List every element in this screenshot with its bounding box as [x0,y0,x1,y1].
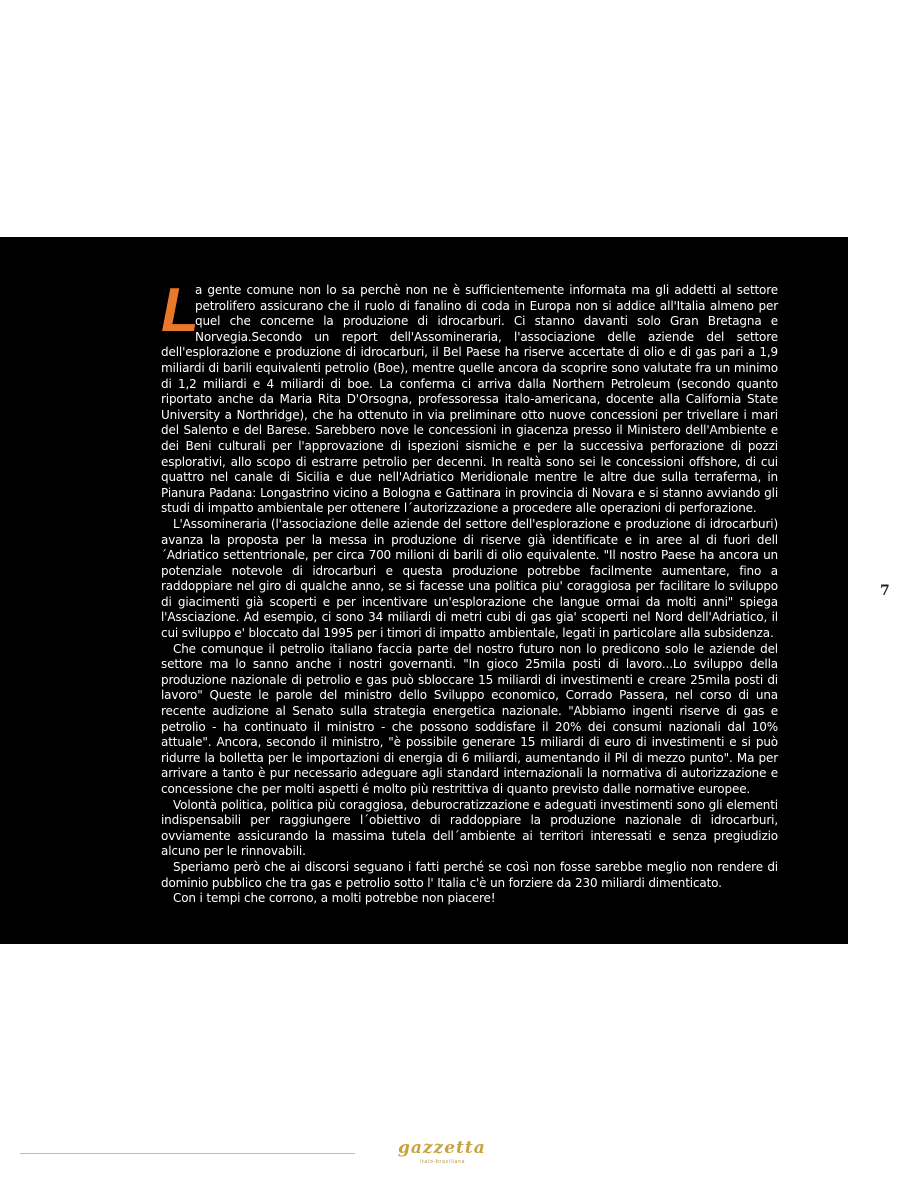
footer-divider [20,1153,355,1154]
paragraph-3: Che comunque il petrolio italiano faccia parte del nostro futuro non lo predicono solo le aziende del settore ma lo sanno anche i nostri governanti. "In gioco 25mila posti di lavoro...Lo sviluppo della produzione nazionale di petrolio e gas può sbloccare 15 miliardi di investimenti e creare 25mila posti di lavoro" Queste le parole del ministro dello Sviluppo economico, Corrado Passera, nel corso di una recente audizione al Senato sulla strategia energetica nazionale. "Abbiamo ingenti riserve di gas e petrolio - ha continuato il ministro - che possono soddisfare il 20% dei consumi nazionali dal 10% attuale". Ancora, secondo il ministro, "è possibile generare 15 miliardi di euro di investimenti e si può ridurre la bolletta per le importazioni di energia di 6 miliardi, aumentando il Pil di mezzo punto". Ma per arrivare a tanto è pur necessario adeguare agli standard internazionali la normativa di autorizzazione e concessione che per molti aspetti é molto più restrittiva di quanto previsto dalle normative europee. [161,641,778,796]
drop-cap: L [161,276,199,345]
logo-subtitle: italo-brasiliana [420,1159,466,1165]
paragraph-2: L'Assomineraria (l'associazione delle aziende del settore dell'esplorazione e produzione di idrocarburi) avanza la proposta per la messa in produzione di riserve già identificate e in aree al di fuori dell´Adriatico settentrionale, per circa 700 milioni di barili di olio equivalente. "Il nostro Paese ha ancora un potenziale notevole di idrocarburi e questa produzione potrebbe facilmente aumentare, fino a raddoppiare nel giro di qualche anno, se si facesse una politica piu' coraggiosa per facilitare lo sviluppo di giacimenti già scoperti e per incentivare un'esplorazione che langue ormai da molti anni" spiega l'Assciazione. Ad esempio, ci sono 34 miliardi di metri cubi di gas gia' scoperti nel Nord dell'Adriatico, il cui sviluppo e' bloccato dal 1995 per i timori di impatto ambientale, legati in particolare alla subsidenza. [161,516,778,641]
paragraph-5: Speriamo però che ai discorsi seguano i fatti perché se così non fosse sarebbe meglio non rendere di dominio pubblico che tra gas e petrolio sotto l' Italia c'è un forziere da 230 miliardi dimenticato. [161,859,778,890]
paragraph-6: Con i tempi che corrono, a molti potrebbe non piacere! [173,891,496,906]
paragraph-4: Volontà politica, politica più coraggiosa, deburocratizzazione e adeguati investimenti sono gli elementi indispensabili per raggiungere l´obiettivo di raddoppiare la produzione nazionale di idrocarburi, ovviamente assicurando la massima tutela dell´ambiente ai territori interessati e senza pregiudizio alcuno per le rinnovabili. [161,797,778,859]
gazzetta-logo [396,1136,516,1168]
page-number: 7 [880,583,890,599]
article-body [161,276,778,907]
paragraph-1 [161,276,778,517]
paragraph-1-text: a gente comune non lo sa perchè non ne è sufficientemente informata ma gli addetti al settore petrolifero assicurano che il ruolo di fanalino di coda in Europa non si addice all'Italia almeno per quel che concerne la produzione di idrocarburi. Ci stanno davanti solo Gran Bretagna e Norvegia.Secondo un report dell'Assomineraria, l'associazione delle aziende del settore dell'esplorazione e produzione di idrocarburi, il Bel Paese ha riserve accertate di olio e di gas pari a 1,9 miliardi di barili equivalenti petrolio (Boe), mentre quelle ancora da scoprire sono valutate fra un minimo di 1,2 miliardi e 4 miliardi di boe. La conferma ci arriva dalla Northern Petroleum (secondo quanto riportato anche da Maria Rita D'Orsogna, professoressa italo-americana, docente alla California State University a Northridge), che ha ottenuto in via preliminare otto nuove concessioni per trivellare i mari del Salento e del Barese. Sarebbero nove le concessioni in giacenza presso il Ministero dell'Ambiente e dei Beni culturali per l'approvazione di ispezioni sismiche e per la successiva perforazione di pozzi esplorativi, allo scopo di estrarre petrolio per decenni. In realtà sono sei le concessioni offshore, di cui quattro nel canale di Sicilia e due nell'Adriatico Meridionale mentre le altre due sulla terraferma, in Pianura Padana: Longastrino vicino a Bologna e Gattinara in provincia di Novara e si stanno avviando gli studi di impatto ambientale per ottenere l´autorizzazione a procedere alle operazioni di perforazione. [161,283,778,516]
logo-wordmark: gazzetta [398,1138,486,1158]
